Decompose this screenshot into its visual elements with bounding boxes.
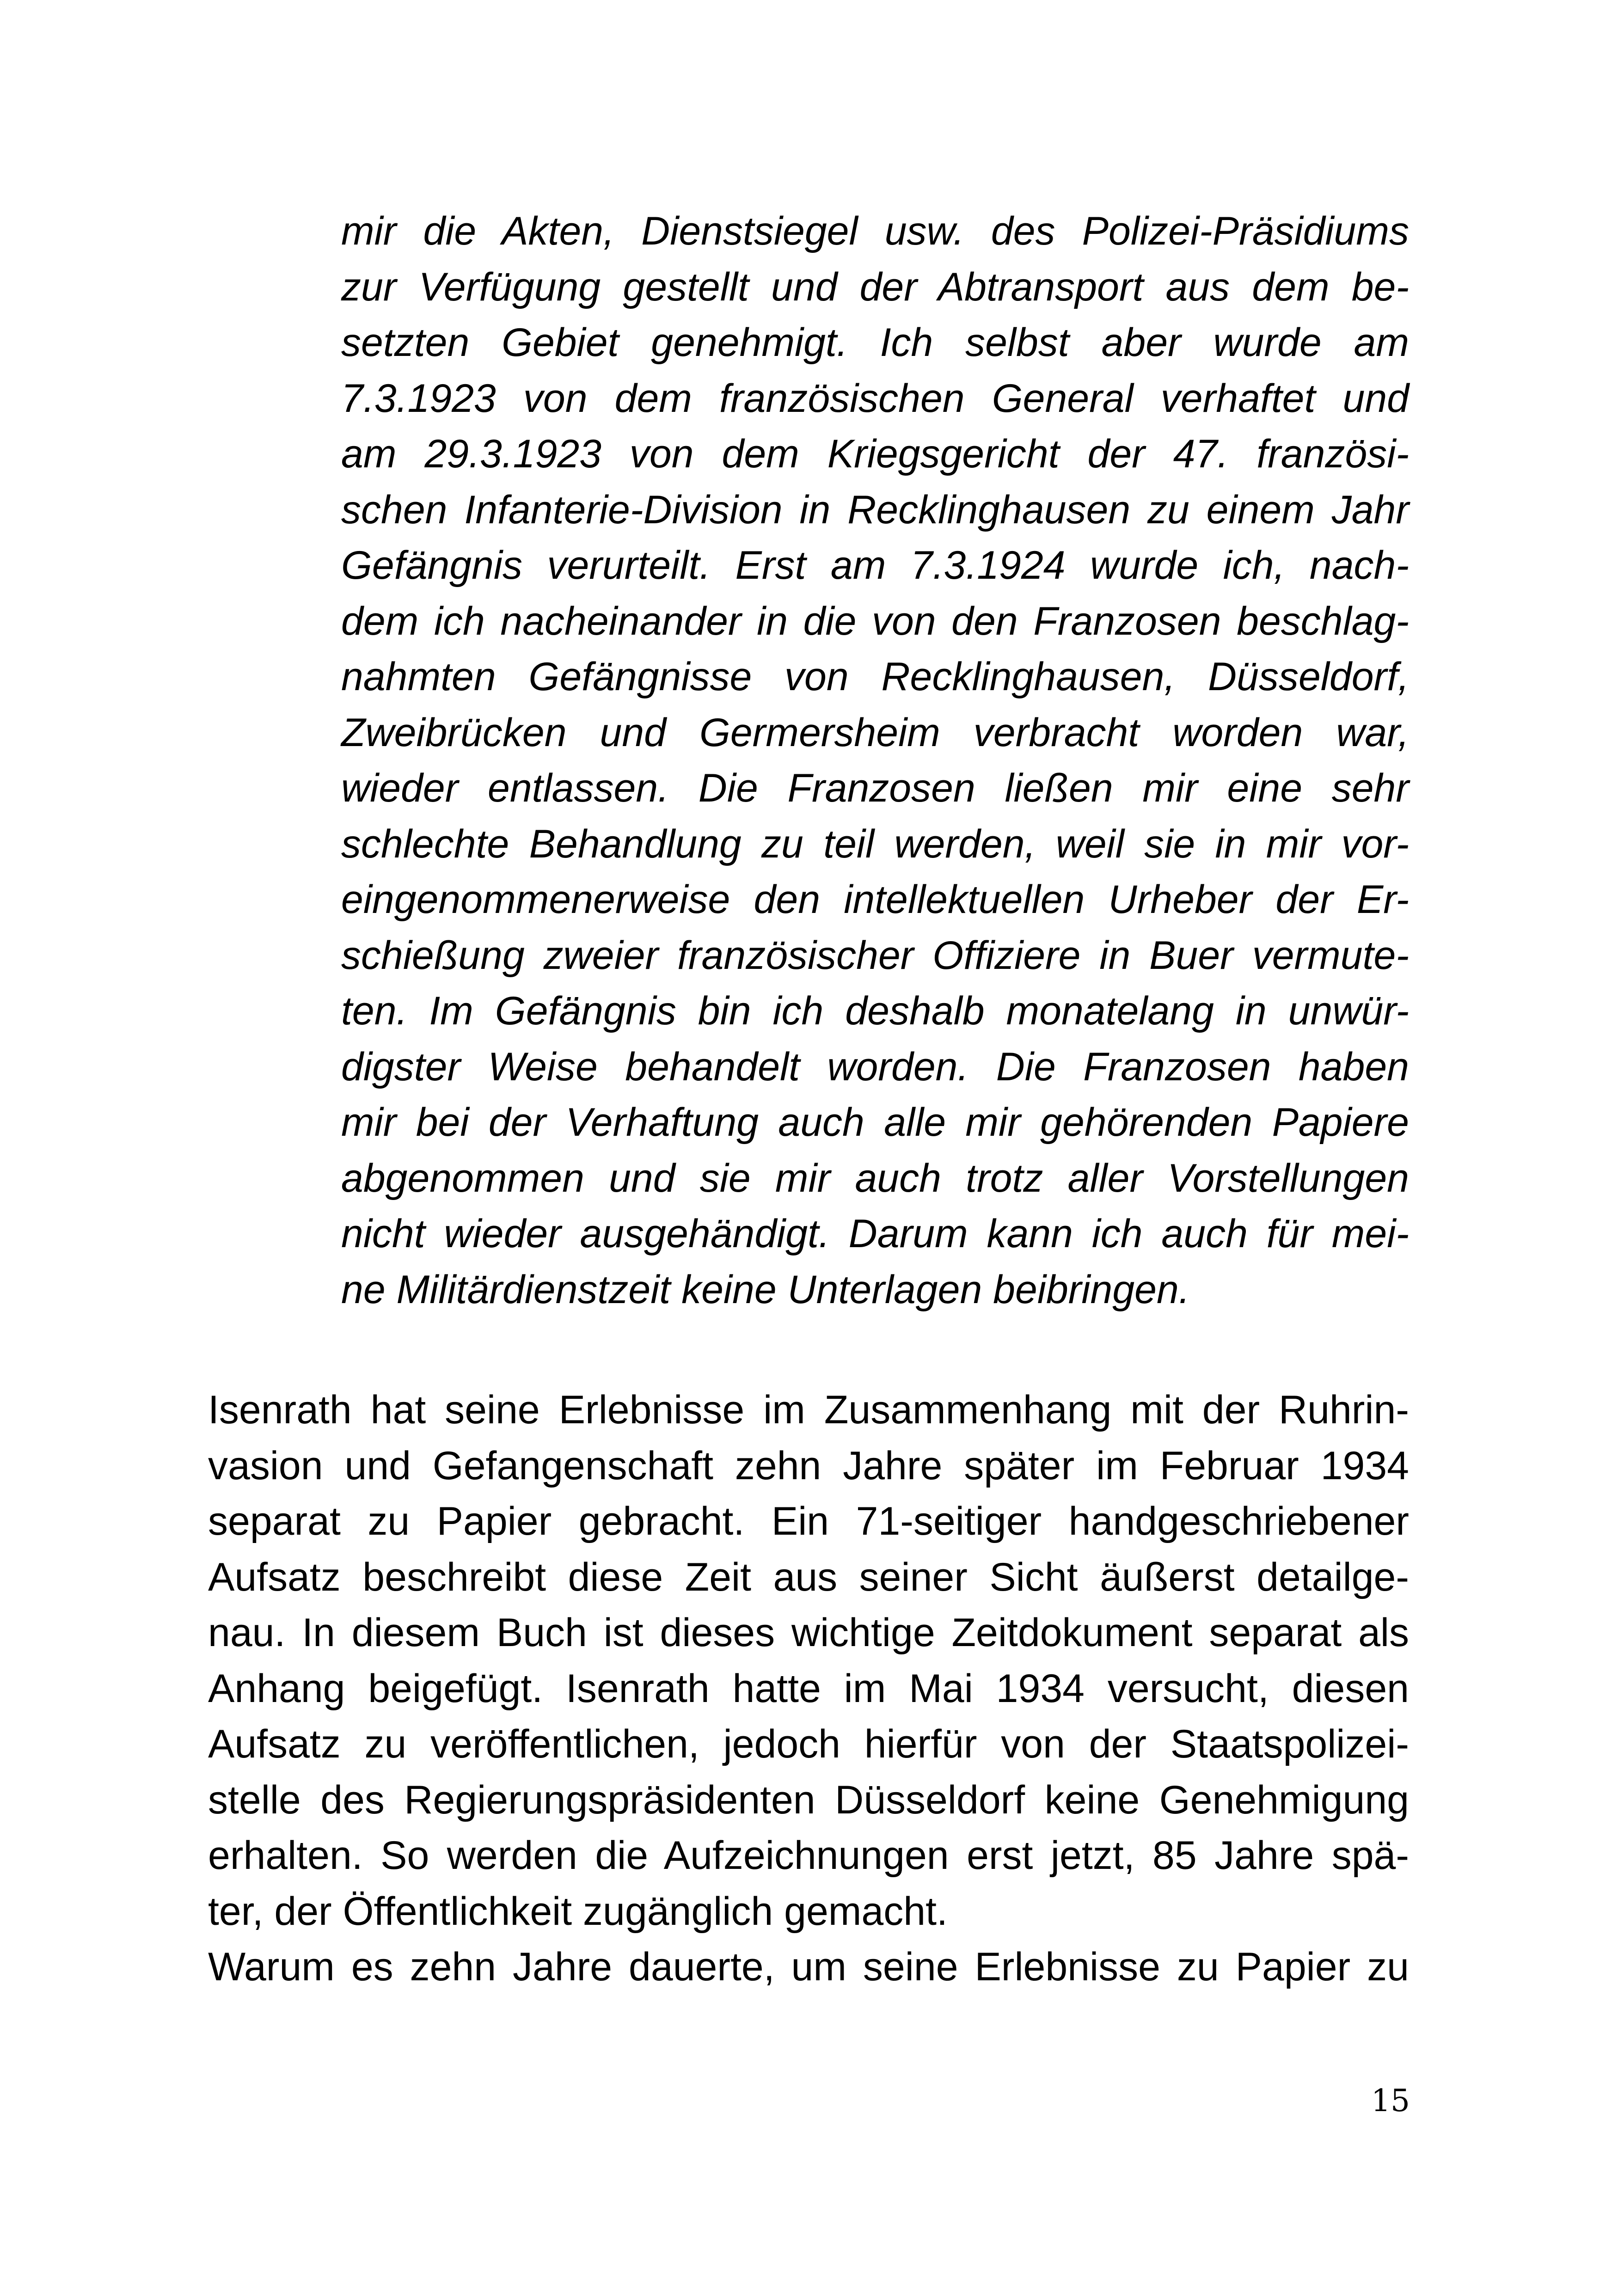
body-line: Aufsatz zu veröffentlichen, jedoch hierfür von der Staatspolizei-: [208, 1722, 1409, 1766]
quote-line: mir bei der Verhaftung auch alle mir gehörenden Papiere: [341, 1100, 1409, 1145]
quote-line: ten. Im Gefängnis bin ich deshalb monatelang in unwür-: [341, 989, 1409, 1033]
body-line: Isenrath hat seine Erlebnisse im Zusammenhang mit der Ruhrin-: [208, 1388, 1409, 1432]
indented-quotation: [341, 203, 1409, 1317]
quote-line: Gefängnis verurteilt. Erst am 7.3.1924 wurde ich, nach-: [341, 543, 1409, 588]
body-line: stelle des Regierungspräsidenten Düsseldorf keine Genehmigung: [208, 1777, 1409, 1822]
quote-line: dem ich nacheinander in die von den Franzosen beschlag-: [341, 599, 1409, 643]
page-number: 15: [1371, 2083, 1410, 2118]
quote-line: digster Weise behandelt worden. Die Franzosen haben: [341, 1044, 1409, 1089]
quote-line: mir die Akten, Dienstsiegel usw. des Polizei-Präsidiums: [341, 209, 1409, 253]
quote-line: wieder entlassen. Die Franzosen ließen mir eine sehr: [341, 766, 1409, 810]
quote-line: nahmten Gefängnisse von Recklinghausen, Düsseldorf,: [341, 655, 1409, 699]
quote-line: ne Militärdienstzeit keine Unterlagen beibringen.: [341, 1267, 1190, 1312]
body-line: Warum es zehn Jahre dauerte, um seine Erlebnisse zu Papier zu: [208, 1945, 1409, 1989]
quote-line: schießung zweier französischer Offiziere in Buer vermute-: [341, 933, 1409, 978]
quote-line: Zweibrücken und Germersheim verbracht worden war,: [341, 710, 1409, 755]
body-line: Aufsatz beschreibt diese Zeit aus seiner Sicht äußerst detailge-: [208, 1555, 1409, 1599]
body-line: ter, der Öffentlichkeit zugänglich gemacht.: [208, 1889, 948, 1934]
body-line: nau. In diesem Buch ist dieses wichtige Zeitdokument separat als: [208, 1610, 1409, 1655]
body-paragraph: [208, 1382, 1409, 1995]
quote-line: 7.3.1923 von dem französischen General verhaftet und: [341, 376, 1409, 421]
quote-line: schen Infanterie-Division in Recklinghausen zu einem Jahr: [341, 487, 1409, 532]
quote-line: abgenommen und sie mir auch trotz aller Vorstellungen: [341, 1156, 1409, 1200]
quote-line: am 29.3.1923 von dem Kriegsgericht der 47. französi-: [341, 432, 1409, 476]
quote-line: schlechte Behandlung zu teil werden, weil sie in mir vor-: [341, 821, 1409, 866]
body-line: erhalten. So werden die Aufzeichnungen erst jetzt, 85 Jahre spä-: [208, 1833, 1409, 1878]
body-line: vasion und Gefangenschaft zehn Jahre später im Februar 1934: [208, 1443, 1409, 1488]
quote-line: setzten Gebiet genehmigt. Ich selbst aber wurde am: [341, 320, 1409, 365]
quote-line: eingenommenerweise den intellektuellen Urheber der Er-: [341, 877, 1409, 922]
body-line: Anhang beigefügt. Isenrath hatte im Mai 1934 versucht, diesen: [208, 1666, 1409, 1711]
quote-line: zur Verfügung gestellt und der Abtransport aus dem be-: [341, 264, 1409, 309]
quote-line: nicht wieder ausgehändigt. Darum kann ich auch für mei-: [341, 1212, 1409, 1256]
body-line: separat zu Papier gebracht. Ein 71-seitiger handgeschriebener: [208, 1499, 1409, 1543]
